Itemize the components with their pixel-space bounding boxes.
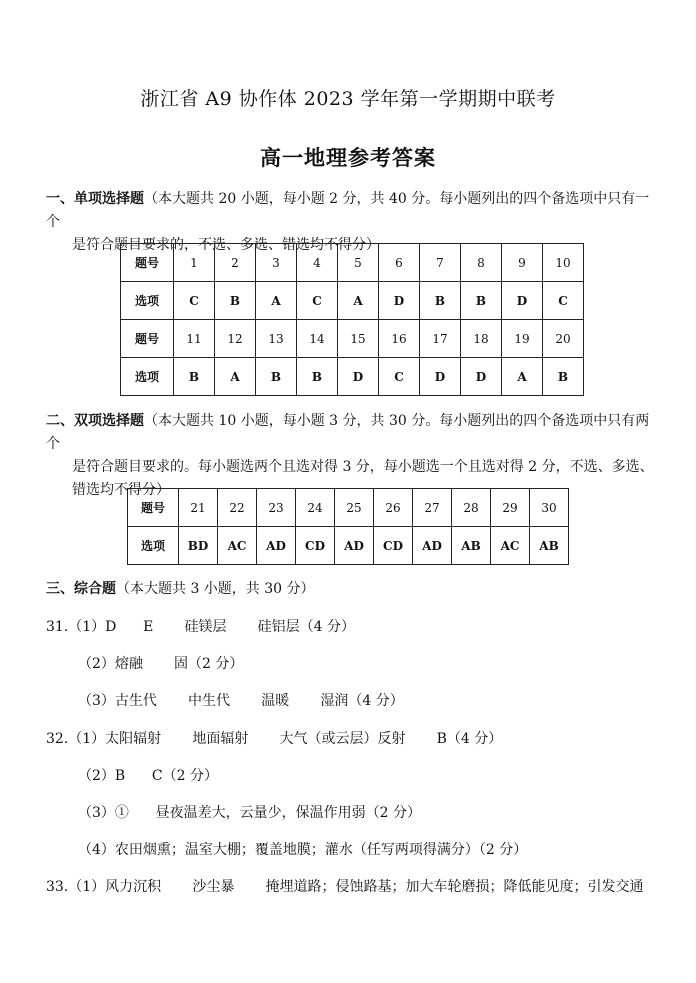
question-number: 7 — [420, 244, 461, 282]
answer-cell: B — [174, 358, 215, 396]
answer-cell: A — [256, 282, 297, 320]
exam-subtitle: 高一地理参考答案 — [260, 145, 436, 170]
answer-cell: C — [297, 282, 338, 320]
section1-answer-table — [120, 243, 584, 396]
question-number: 13 — [256, 320, 297, 358]
question-number: 19 — [502, 320, 543, 358]
row-label-answer: 选项 — [121, 358, 174, 396]
answer-32-2: （2）B C（2 分） — [78, 768, 218, 784]
question-number: 21 — [179, 489, 218, 527]
question-number: 10 — [543, 244, 584, 282]
table-row — [128, 527, 569, 565]
answer-cell: AD — [413, 527, 452, 565]
answer-cell: AB — [530, 527, 569, 565]
table-row — [121, 282, 584, 320]
answer-cell: D — [461, 358, 502, 396]
question-number: 4 — [297, 244, 338, 282]
section1-desc: （本大题共 20 小题，每小题 2 分，共 40 分。每小题列出的四个备选项中只有一个 — [46, 191, 650, 230]
answer-32-4: （4）农田烟熏；温室大棚；覆盖地膜；灌水（任写两项得满分）（2 分） — [78, 842, 528, 858]
question-number: 29 — [491, 489, 530, 527]
answer-cell: C — [379, 358, 420, 396]
table-row — [128, 489, 569, 527]
question-number: 28 — [452, 489, 491, 527]
answer-cell: AD — [335, 527, 374, 565]
answer-cell: B — [256, 358, 297, 396]
section2-desc-line2: 是符合题目要求的。每小题选两个且选对得 3 分，每小题选一个且选对得 2 分，不选、多选、 — [72, 459, 654, 475]
answer-31-3: （3）古生代 中生代 温暖 湿润（4 分） — [78, 693, 404, 709]
answer-cell: A — [502, 358, 543, 396]
question-number: 8 — [461, 244, 502, 282]
question-number: 18 — [461, 320, 502, 358]
question-number: 16 — [379, 320, 420, 358]
row-label-question: 题号 — [121, 244, 174, 282]
answer-cell: B — [215, 282, 256, 320]
question-number: 1 — [174, 244, 215, 282]
answer-32-1: 32.（1）太阳辐射 地面辐射 大气（或云层）反射 B（4 分） — [46, 731, 503, 747]
question-number: 11 — [174, 320, 215, 358]
answer-cell: D — [502, 282, 543, 320]
answer-cell: D — [420, 358, 461, 396]
answer-cell: B — [297, 358, 338, 396]
row-label-answer: 选项 — [128, 527, 179, 565]
question-number: 30 — [530, 489, 569, 527]
row-label-question: 题号 — [128, 489, 179, 527]
answer-32-3: （3）① 昼夜温差大，云量少，保温作用弱（2 分） — [78, 805, 421, 821]
answer-cell: CD — [296, 527, 335, 565]
answer-cell: AB — [452, 527, 491, 565]
answer-cell: BD — [179, 527, 218, 565]
question-number: 9 — [502, 244, 543, 282]
section3-desc: （本大题共 3 小题，共 30 分） — [116, 581, 315, 597]
question-number: 22 — [218, 489, 257, 527]
question-number: 6 — [379, 244, 420, 282]
row-label-answer: 选项 — [121, 282, 174, 320]
answer-cell: B — [420, 282, 461, 320]
answer-cell: C — [174, 282, 215, 320]
answer-cell: D — [338, 358, 379, 396]
section2-answer-table — [127, 488, 569, 565]
section1-heading: 一、单项选择题 — [46, 191, 144, 207]
exam-title: 浙江省 A9 协作体 2023 学年第一学期期中联考 — [140, 88, 556, 110]
section1-desc-line2: 是符合题目要求的，不选、多选、错选均不得分） — [72, 237, 380, 253]
question-number: 12 — [215, 320, 256, 358]
table-row — [121, 320, 584, 358]
answer-cell: AD — [257, 527, 296, 565]
answer-cell: D — [379, 282, 420, 320]
question-number: 3 — [256, 244, 297, 282]
answer-cell: B — [461, 282, 502, 320]
question-number: 27 — [413, 489, 452, 527]
question-number: 17 — [420, 320, 461, 358]
question-number: 24 — [296, 489, 335, 527]
answer-31-1: 31.（1）D E 硅镁层 硅铝层（4 分） — [46, 619, 355, 635]
table-row — [121, 358, 584, 396]
answer-cell: A — [338, 282, 379, 320]
answer-31-2: （2）熔融 固（2 分） — [78, 656, 244, 672]
answer-cell: B — [543, 358, 584, 396]
row-label-question: 题号 — [121, 320, 174, 358]
section2-heading: 二、双项选择题 — [46, 413, 144, 429]
answer-cell: AC — [218, 527, 257, 565]
question-number: 2 — [215, 244, 256, 282]
question-number: 14 — [297, 320, 338, 358]
answer-cell: CD — [374, 527, 413, 565]
answer-cell: A — [215, 358, 256, 396]
answer-cell: C — [543, 282, 584, 320]
question-number: 15 — [338, 320, 379, 358]
section2-desc-line3: 错选均不得分） — [72, 482, 170, 498]
question-number: 23 — [257, 489, 296, 527]
section3-heading: 三、综合题 — [46, 581, 116, 597]
question-number: 5 — [338, 244, 379, 282]
answer-cell: AC — [491, 527, 530, 565]
section3-intro — [46, 578, 656, 601]
answer-33-1: 33.（1）风力沉积 沙尘暴 掩埋道路；侵蚀路基；加大车轮磨损；降低能见度；引发交通 — [46, 879, 644, 895]
question-number: 20 — [543, 320, 584, 358]
question-number: 25 — [335, 489, 374, 527]
table-row — [121, 244, 584, 282]
question-number: 26 — [374, 489, 413, 527]
section2-desc: （本大题共 10 小题，每小题 3 分，共 30 分。每小题列出的四个备选项中只有两个 — [46, 413, 650, 452]
